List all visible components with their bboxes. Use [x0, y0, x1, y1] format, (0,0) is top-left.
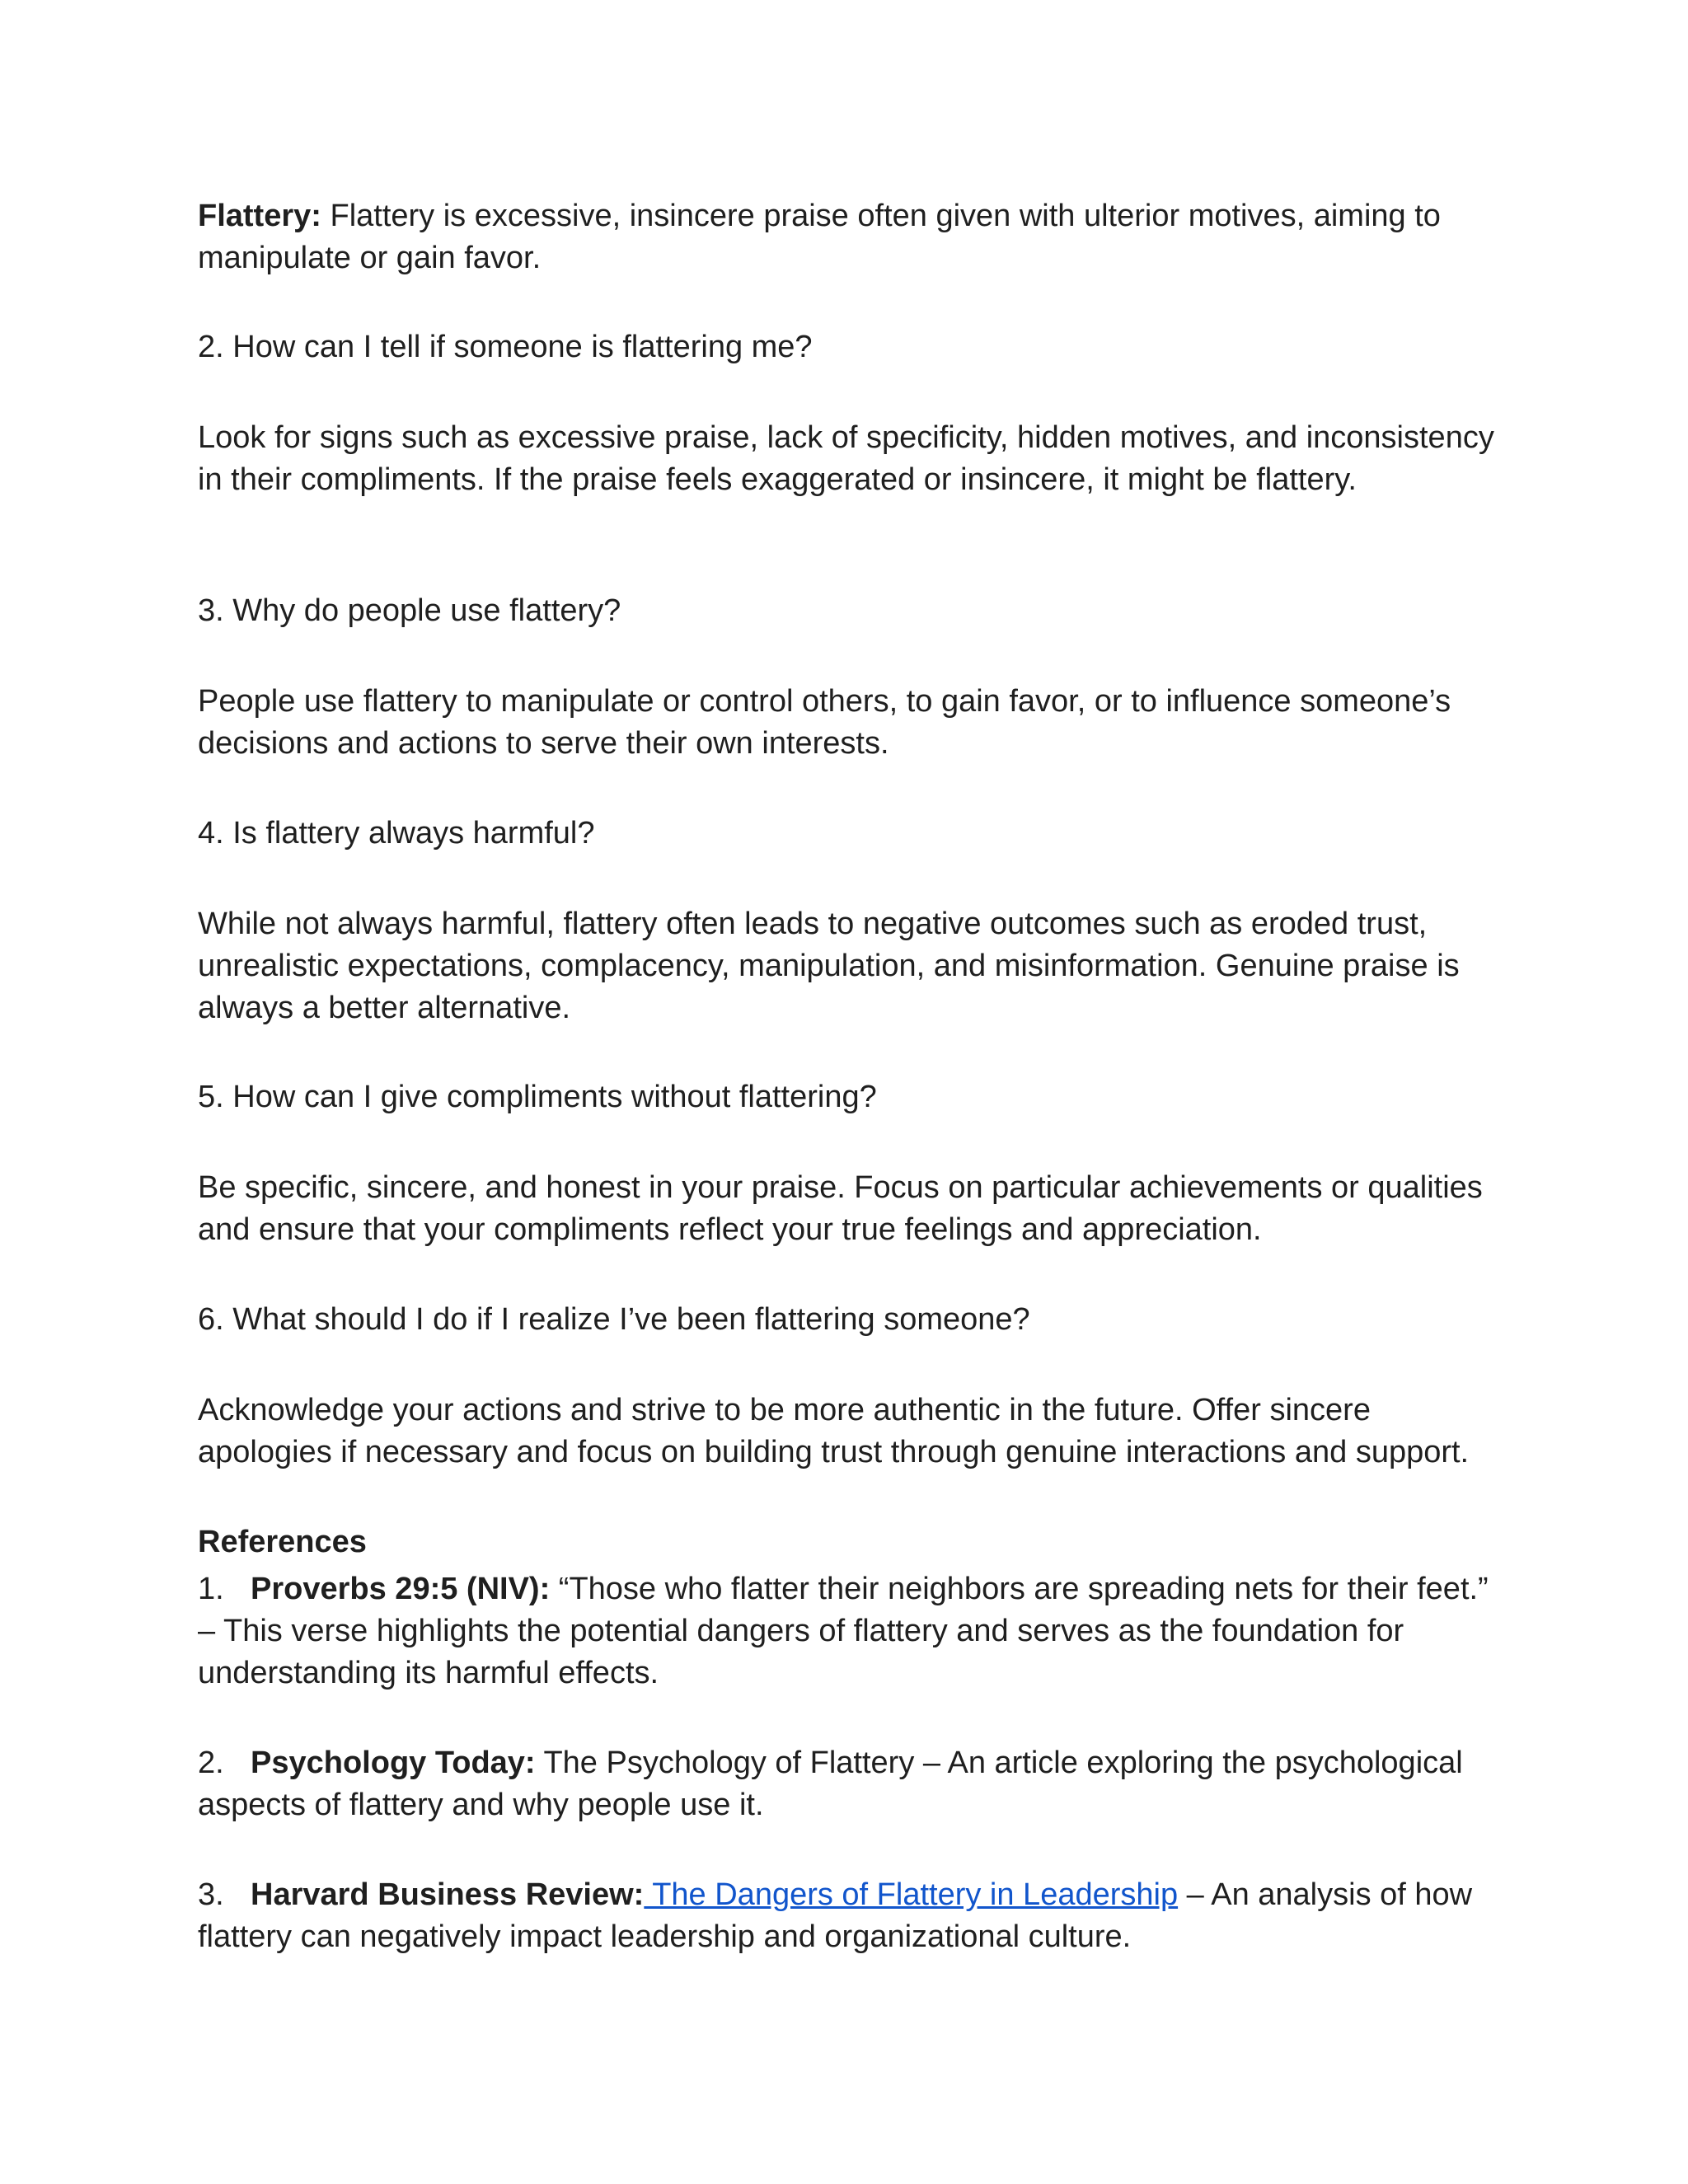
reference-item	[198, 1568, 1500, 1694]
reference-source: Harvard Business Review:	[251, 1877, 645, 1912]
reference-item	[198, 1742, 1500, 1826]
intro-term: Flattery:	[198, 199, 321, 233]
faq-answer-5: Be specific, sincere, and honest in your praise. Focus on particular achievements or qualities and ensure that your compliments reflect your true feelings and appreciation.	[198, 1170, 1483, 1247]
reference-link[interactable]: The Dangers of Flattery in Leadership	[644, 1877, 1179, 1912]
references-heading: References	[198, 1525, 367, 1559]
reference-text: “Those who flatter their neighbors are spreading nets for their feet.” – This verse highlights the potential dangers of flattery and serves as the foundation for understanding its harmful effects.	[198, 1572, 1489, 1690]
faq-answer-2: Look for signs such as excessive praise, lack of specificity, hidden motives, and inconsistency in their compliments. If the praise feels exaggerated or insincere, it might be flattery.	[198, 420, 1494, 497]
faq-question-6: 6. What should I do if I realize I’ve been flattering someone?	[198, 1302, 1030, 1337]
faq-answer-4: While not always harmful, flattery often leads to negative outcomes such as eroded trust, unrealistic expectations, complacency, manipulation, and misinformation. Genuine praise is always a better alternative.	[198, 907, 1460, 1025]
faq-answer-6: Acknowledge your actions and strive to be more authentic in the future. Offer sincere apologies if necessary and focus on building trust through genuine interactions and support.	[198, 1393, 1470, 1469]
reference-item	[198, 1874, 1500, 1958]
faq-question-2: 2. How can I tell if someone is flattering me?	[198, 330, 813, 364]
faq-question-4: 4. Is flattery always harmful?	[198, 816, 595, 851]
intro-paragraph	[198, 195, 1500, 279]
faq-question-3: 3. Why do people use flattery?	[198, 593, 621, 628]
faq-question-5: 5. How can I give compliments without flattering?	[198, 1080, 877, 1114]
reference-source: Psychology Today:	[251, 1746, 536, 1780]
reference-number: 3.	[198, 1877, 224, 1912]
reference-text: The Psychology of Flattery – An article exploring the psychological aspects of flattery and why people use it.	[198, 1746, 1463, 1822]
faq-answer-3: People use flattery to manipulate or control others, to gain favor, or to influence someone’s decisions and actions to serve their own interests.	[198, 684, 1451, 761]
reference-number: 1.	[198, 1572, 224, 1606]
reference-number: 2.	[198, 1746, 224, 1780]
reference-source: Proverbs 29:5 (NIV):	[251, 1572, 551, 1606]
intro-definition: Flattery is excessive, insincere praise often given with ulterior motives, aiming to manipulate or gain favor.	[198, 199, 1441, 275]
reference-text: – An analysis of how flattery can negatively impact leadership and organizational culture.	[198, 1877, 1473, 1954]
